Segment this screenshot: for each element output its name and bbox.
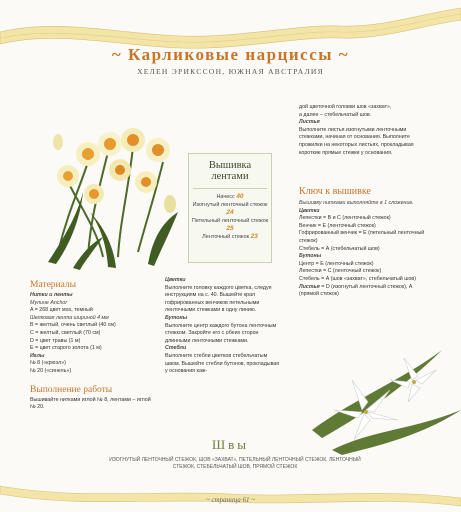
stitches-section-title: Швы — [212, 437, 249, 452]
key-flowers-heading: Цветки — [299, 207, 320, 214]
middle-column: Цветки Выполните головку каждого цветка, следуя инструкциям на с. 40. Вышейте края гофрированных венчиков петельными ленточными стежками в одну линию. Бутоны Выполните центр каждого бутона ленточным стежком. Закройте его с обеих сторон длинными ленточными стежками. Стебли Выполните стебли цветков стебельчатым швом. Вышейте стебли бутонов, прокладывая у основания каж- — [165, 277, 283, 376]
stems-heading: Стебли — [165, 345, 187, 352]
key-buds-heading: Бутоны — [299, 253, 322, 260]
threads-heading: Нитки и ленты — [30, 292, 73, 298]
leaves-heading: Листья — [299, 119, 320, 126]
key-line: Лепестки = В и С (ленточный стежок) — [299, 215, 391, 222]
key-intro: Вышивку нитками выполняйте в 1 сложение. — [299, 200, 414, 206]
box-title: Вышивка лентами — [193, 160, 267, 189]
leaves-text: Выполните листья изогнутыми ленточными стежками, начиная от основания. Выполните прожилки на некоторых листьях, прокладывая короткие прямые стежки у основания. — [299, 126, 414, 156]
box-item: Начесс 40 — [216, 193, 244, 200]
key-line: Центр = Е (ленточный стежок) — [299, 260, 374, 267]
page-title: ~ Карликовые нарциссы ~ — [111, 45, 350, 64]
right-column-top: дой цветочной головки шов «захват», а далее – стебельчатый шов. Листья Выполните листья изогнутыми ленточными стежками, начиная от основания. Выполните прожилки на некоторых листьях, прокладывая короткие прямые стежки у основания. — [299, 104, 429, 157]
daffodil-illustration — [28, 92, 188, 272]
buds-heading: Бутоны — [165, 314, 188, 321]
box-item: Ленточный стежок 23 — [202, 233, 258, 240]
key-line: Лепестки = С (ленточный стежок) — [299, 268, 382, 275]
key-line: Венчик = Е (ленточный стежок) — [299, 222, 376, 229]
embroidery-stitches-box — [188, 153, 272, 263]
stitches-list: ИЗОГНУТЫЙ ЛЕНТОЧНЫЙ СТЕЖОК, ШОВ «ЗАХВАТ», ПЕТЕЛЬНЫЙ ЛЕНТОЧНЫЙ СТЕЖОК, ЛЕНТОЧНЫЙ СТЕЖОК, СТЕБЕЛЬЧАТЫЙ ШОВ, ПРЯМОЙ СТЕЖОК — [109, 457, 361, 470]
key-heading: Ключ к вышивке — [299, 186, 371, 197]
materials-column: Материалы Нитки и ленты Мулине Anchor A = 268 цвет мха, темный Шелковая лента шириной 4 мм В = желтый, очень светлый (40 см) С = желтый, светлый (70 см) D = цвет травы (1 м) Е = цвет старого золота (1 м) Иглы № 8 («крюэл») № 20 («синель») Выполнение работы Вышивайте нитками иглой № 8, лентами – иглой № 20. — [30, 277, 155, 412]
page-number: ~ страница 61 ~ — [205, 496, 256, 504]
key-line: Гофрированный венчик = Е (петельный ленточный стежок) — [299, 230, 425, 244]
needles-heading: Иглы — [30, 352, 45, 359]
key-line: Стебель = А (стебельчатый шов) — [299, 245, 380, 252]
page-subtitle: ХЕЛЕН ЭРИКССОН, ЮЖНАЯ АВСТРАЛИЯ — [137, 67, 324, 76]
work-heading: Выполнение работы — [30, 384, 113, 395]
key-line: Листья = D (изогнутый ленточный стежок), А (прямой стежок) — [299, 283, 413, 298]
box-item: Изогнутый ленточный стежок 24 — [192, 202, 268, 216]
key-line: Стебель = А (шов «захват», стебельчатый шов) — [299, 275, 416, 282]
work-text: Вышивайте нитками иглой № 8, лентами – иглой № 20. — [30, 396, 151, 411]
key-column — [299, 200, 429, 299]
box-item: Петельный ленточный стежок 25 — [191, 218, 269, 232]
materials-heading: Материалы — [30, 280, 77, 290]
ribbon-top-decoration — [0, 0, 461, 50]
flowers-heading: Цветки — [165, 277, 186, 283]
